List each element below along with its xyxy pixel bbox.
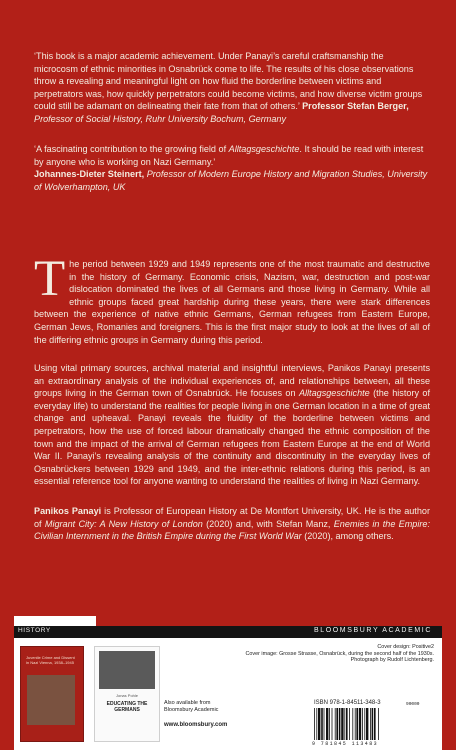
barcode-bar bbox=[336, 708, 338, 740]
barcode-bar bbox=[324, 708, 325, 740]
barcode-bar bbox=[332, 708, 333, 740]
also-available-line-2: Bloomsbury Academic bbox=[164, 707, 219, 714]
quote-text-end: . It should be read with interest by anyone who is working on Nazi Germany.’ bbox=[34, 144, 424, 167]
description-paragraph-2 bbox=[34, 362, 430, 488]
description-paragraph-1 bbox=[34, 251, 430, 346]
quote-text-italic: Alltagsgeschichte bbox=[228, 144, 300, 154]
isbn: ISBN 978-1-84511-348-3 bbox=[314, 700, 381, 706]
barcode-bar bbox=[364, 708, 365, 740]
barcode-bar bbox=[316, 708, 317, 740]
barcode-bar bbox=[356, 708, 358, 740]
author-bio bbox=[34, 505, 430, 543]
website-link[interactable]: www.bloomsbury.com bbox=[164, 722, 228, 728]
quote-text: ‘A fascinating contribution to the growing field of bbox=[34, 144, 229, 154]
footer-bar bbox=[14, 626, 442, 638]
barcode-bar bbox=[321, 708, 323, 740]
barcode-bar bbox=[359, 708, 361, 740]
bio-text: is Professor of European History at De Montfort University, UK. He is the author of bbox=[34, 506, 430, 529]
barcode-bar bbox=[355, 708, 356, 740]
quote-steinert bbox=[34, 143, 430, 193]
author-name: Panikos Panayi bbox=[34, 506, 102, 516]
cover-credits bbox=[234, 644, 434, 664]
barcode-bar bbox=[339, 708, 341, 740]
barcode-bar bbox=[349, 708, 350, 740]
barcode-bar bbox=[370, 708, 371, 740]
quote-attribution-name: Johannes-Dieter Steinert, bbox=[34, 169, 145, 180]
bio-text: (2020), among others. bbox=[301, 531, 394, 542]
related-book-title: Juvenile Crime and Dissent in Nazi Vienna, 1938–1945 bbox=[26, 655, 75, 665]
related-book-photo bbox=[99, 651, 155, 689]
footer-panel bbox=[14, 638, 442, 750]
barcode-bar bbox=[374, 708, 376, 740]
footer bbox=[14, 616, 442, 750]
barcode-bar bbox=[314, 708, 315, 740]
barcode-bar bbox=[335, 708, 336, 740]
bio-book-title: Migrant City: A New History of London bbox=[44, 518, 203, 529]
barcode-bar bbox=[341, 708, 343, 740]
related-book-title: EDUCATING THE GERMANS bbox=[106, 701, 148, 713]
barcode-digits: 9 781845 113483 bbox=[312, 741, 379, 747]
barcode-bar bbox=[366, 708, 368, 740]
barcode-bar bbox=[329, 708, 330, 740]
category-label: HISTORY bbox=[18, 627, 51, 634]
related-book-photo bbox=[27, 675, 75, 725]
drop-cap: T bbox=[34, 251, 66, 307]
bio-text: (2020) and, with Stefan Manz, bbox=[202, 518, 334, 529]
quote-attribution-affiliation: Professor of Modern Europe History and Migration Studies, University of Wolverhampton, UK bbox=[34, 169, 428, 192]
barcode-bar bbox=[344, 708, 345, 740]
description-text: Using vital primary sources, archival material and insightful interviews, Panikos Panayi presents an extraordinary analysis of the individual experiences of, and relationships between, all these groups living in the German town of Osnabrück. He focuses on bbox=[34, 363, 430, 399]
barcode-bar bbox=[378, 708, 379, 740]
barcode-bar bbox=[352, 708, 353, 740]
barcode-bar bbox=[326, 708, 328, 740]
quote-attribution-affiliation: Professor of Social History, Ruhr University Bochum, Germany bbox=[34, 113, 287, 124]
barcode-bar bbox=[318, 708, 320, 740]
related-book-cover bbox=[94, 646, 160, 742]
related-book-author: Jonas Pohle bbox=[115, 693, 138, 698]
barcode-graphic bbox=[312, 708, 432, 740]
cover-design-credit: Cover design: Positive2 bbox=[377, 644, 434, 650]
barcode-bar bbox=[346, 708, 348, 740]
barcode-bar bbox=[362, 708, 363, 740]
price-code: 90000 bbox=[406, 702, 420, 707]
also-available bbox=[164, 700, 218, 714]
footer-tab bbox=[14, 616, 96, 626]
barcode-bar bbox=[372, 708, 374, 740]
quote-berger bbox=[34, 50, 430, 126]
description-italic: Alltagsgeschichte bbox=[298, 388, 370, 399]
description-text-end: (the history of everyday life) to understand the realities for people living in one German location in a time of great change and upheaval. Panayi reveals the fluidity of the borderline between victims and perpetrators, how the use of forced labour dramatically changed the ethnic composition of the town and the impact of the arrival of German refugees from Eastern Europe at the end of World War II. Panayi’s revealing analysis of the continuity and discontinuity in the everyday lives of Osnabrückers between 1929 and 1949, and the inter-ethnic relations during this period, is an essential reference tool for anyone wanting to understand the realities of living in Nazi Germany. bbox=[34, 388, 430, 487]
related-book-cover bbox=[20, 646, 84, 742]
publisher-name: BLOOMSBURY ACADEMIC bbox=[313, 627, 432, 634]
quote-text: ‘This book is a major academic achievement. Under Panayi’s careful craftsmanship the microcosm of ethnic minorities in Osnabrück come to life. The results of his close observations throw a revealing and meaningful light on how fluid the borderline between victims and perpetrators was, how quickly perpetrators could become victims, and how diverse victim groups could still be adamant on delineating their fate from that of others.’ bbox=[34, 51, 423, 112]
quote-attribution-name: Professor Stefan Berger, bbox=[302, 101, 409, 112]
cover-image-credit: Cover image: Grosse Strasse, Osnabrück, during the second half of the 1930s. Photograph by Rudolf Lichtenberg. bbox=[245, 650, 434, 664]
also-available-line-1: Also available from bbox=[164, 700, 211, 706]
description-text: he period between 1929 and 1949 represents one of the most traumatic and destructive in the history of Germany. Economic crisis, Nazism, war, destruction and post-war dislocation dominated the lives of all Germans and those living in Germany. While all ethnic groups faced great hardship during these years, there were stark differences between the experience of native ethnic Germans, German refugees from Eastern Europe, German Jews, Romanies and foreigners. This is the first major study to look at the lives of all of the differing ethnic groups in Germany during this period. bbox=[34, 259, 430, 345]
bio-book-title: Enemies in the Empire: Civilian Internment in the British Empire during the First World War bbox=[34, 518, 430, 542]
